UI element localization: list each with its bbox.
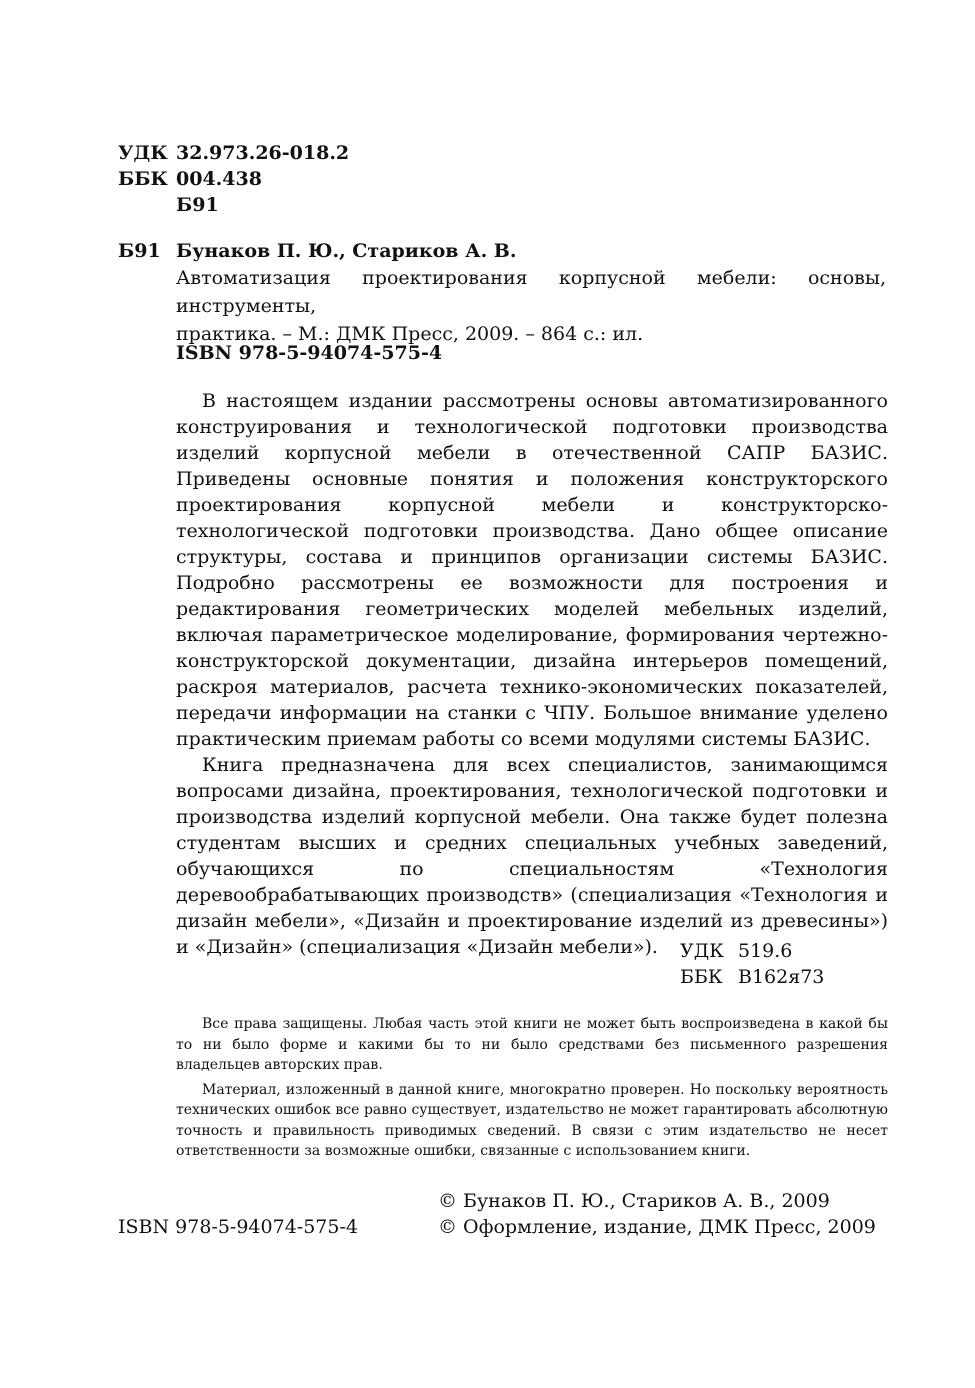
footer-isbn: ISBN 978-5-94074-575-4 [118,1216,358,1238]
entry-title [176,264,886,348]
entry-authors: Бунаков П. Ю., Стариков А. В. [176,240,517,262]
author-mark: Б91 [176,194,219,216]
annotation [176,388,888,960]
classification-bbk-value: В162я73 [738,966,825,988]
rights-paragraph-2: Материал, изложенный в данной книге, многократно проверен. Но поскольку вероятность технических ошибок все равно существует, издательство не может гарантировать абсолютную точность и правильность приводимых сведений. В связи с этим издательство не несет ответственности за возможные ошибки, связанные с использованием книги. [176,1081,888,1159]
bbk-value: 004.438 [176,168,262,190]
copyright-authors: © Бунаков П. Ю., Стариков А. В., 2009 [438,1190,830,1212]
annotation-paragraph-1: В настоящем издании рассмотрены основы автоматизированного конструирования и технологической подготовки производства изделий корпусной мебели в отечественной САПР БАЗИС. Приведены основные понятия и положения конструкторского проектирования корпусной мебели и конструкторско-технологической подготовки производства. Дано общее описание структуры, состава и принципов организации системы БАЗИС. Подробно рассмотрены ее возможности для построения и редактирования геометрических моделей мебельных изделий, включая параметрическое моделирование, формирования чертежно-конструкторской документации, дизайна интерьеров помещений, раскроя материалов, расчета технико-экономических показателей, передачи информации на станки с ЧПУ. Большое внимание уделено практическим приемам работы со всеми модулями системы БАЗИС. [176,390,888,750]
entry-title-line2: практика. – М.: ДМК Пресс, 2009. – 864 с.: ил. [176,323,644,345]
classification-bbk-label: ББК [680,966,723,988]
rights-paragraph-1: Все права защищены. Любая часть этой книги не может быть воспроизведена в какой бы то ни было форме и какими бы то ни было средствами без письменного разрешения владельцев авторских прав. [176,1016,888,1073]
copyright-publisher: © Оформление, издание, ДМК Пресс, 2009 [438,1216,876,1238]
classification-udk-label: УДК [680,940,724,962]
bbk-label: ББК [118,168,168,190]
udk-value: 32.973.26-018.2 [176,142,350,164]
rights-notice [176,1014,888,1166]
classification-udk-value: 519.6 [738,940,793,962]
entry-mark: Б91 [118,240,161,262]
udk-label: УДК [118,142,168,164]
entry-isbn: ISBN 978-5-94074-575-4 [176,342,443,364]
annotation-paragraph-2: Книга предназначена для всех специалистов, занимающимся вопросами дизайна, проектирования, технологической подготовки и производства изделий корпусной мебели. Она также будет полезна студентам высших и средних специальных учебных заведений, обучающихся по специальностям «Технология деревообрабатывающих производств» (специализация «Технология и дизайн мебели», «Дизайн и проектирование изделий из древесины») и «Дизайн» (специализация «Дизайн мебели»). [176,754,888,958]
entry-title-line1: Автоматизация проектирования корпусной мебели: основы, инструменты, [176,267,886,317]
